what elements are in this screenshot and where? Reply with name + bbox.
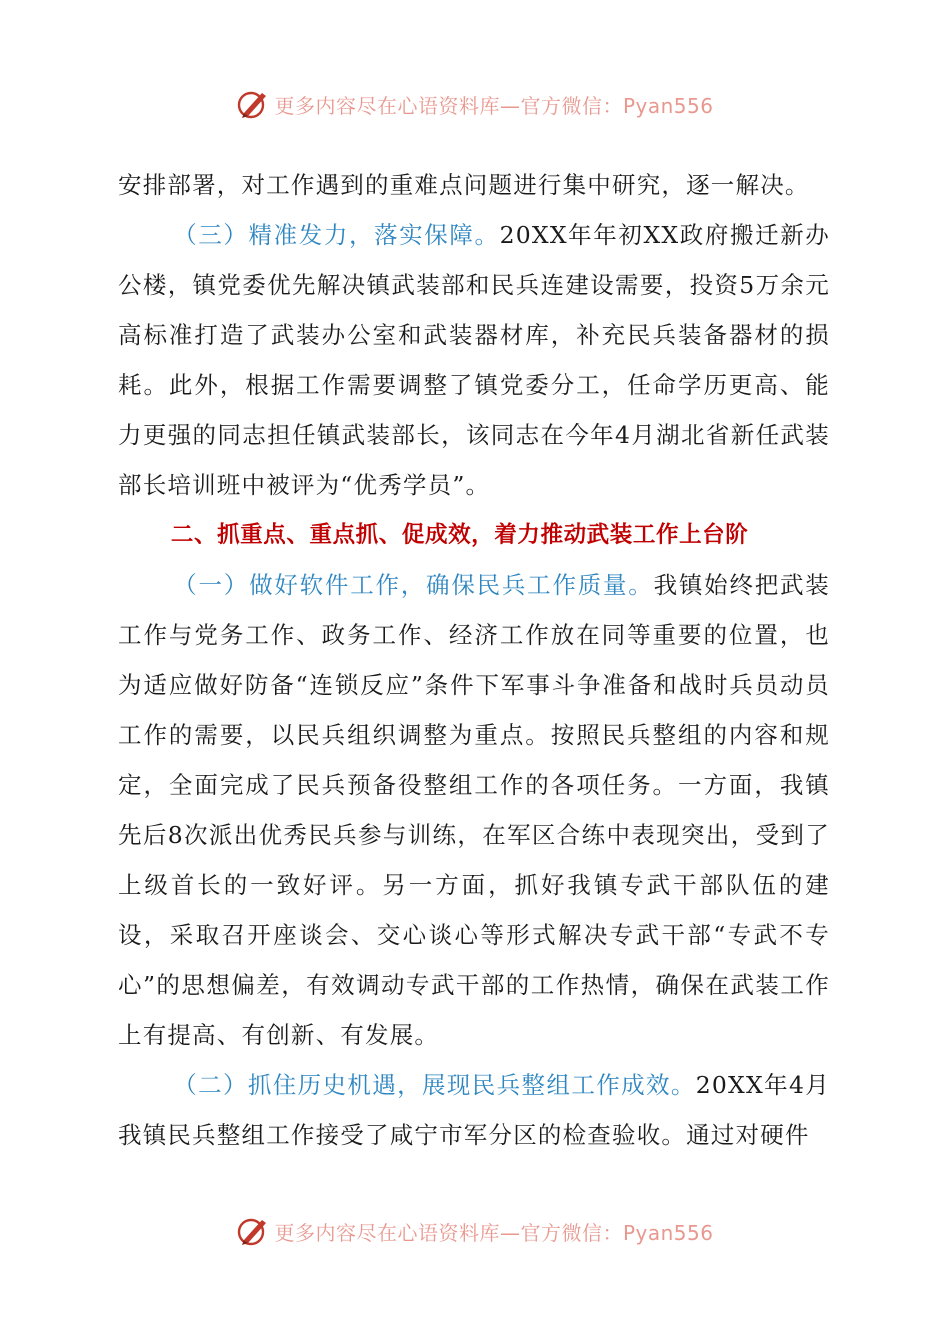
pen-logo-icon <box>236 1214 270 1248</box>
paragraph-3-body: 我镇始终把武装工作与党务工作、政务工作、经济工作放在同等重要的位置，也为适应做好防备“连锁反应”条件下军事斗争准备和战时兵员动员工作的需要，以民兵组织调整为重点。按照民兵整组的内容和规定，全面完成了民兵预备役整组工作的各项任务。一方面，我镇先后8次派出优秀民兵参与训练，在军区合练中表现突出，受到了上级首长的一致好评。另一方面，抓好我镇专武干部队伍的建设，采取召开座谈会、交心谈心等形式解决专武干部“专武不专心”的思想偏差，有效调动专武干部的工作热情，确保在武装工作上有提高、有创新、有发展。 <box>118 571 830 1049</box>
paragraph-1: 安排部署，对工作遇到的重难点问题进行集中研究，逐一解决。 <box>118 171 810 199</box>
section-heading-2: 二、抓重点、重点抓、促成效，着力推动武装工作上台阶 <box>170 522 749 548</box>
subheading-2: （二）抓住历史机遇，展现民兵整组工作成效。 <box>173 1071 696 1099</box>
watermark-banner-bottom <box>0 1211 950 1251</box>
subheading-3: （三）精准发力，落实保障。 <box>173 221 500 249</box>
watermark-banner-top <box>0 84 950 124</box>
paragraph-3 <box>118 560 830 1060</box>
paragraph-4 <box>118 1060 830 1160</box>
paragraph-4-body: 20XX年4月我镇民兵整组工作接受了咸宁市军分区的检查验收。通过对硬件 <box>118 1071 830 1149</box>
pen-logo-icon <box>236 87 270 121</box>
paragraph-2-body: 20XX年年初XX政府搬迁新办公楼，镇党委优先解决镇武装部和民兵连建设需要，投资5万余元高标准打造了武装办公室和武装器材库，补充民兵装备器材的损耗。此外，根据工作需要调整了镇党委分工，任命学历更高、能力更强的同志担任镇武装部长，该同志在今年4月湖北省新任武装部长培训班中被评为“优秀学员”。 <box>118 221 830 499</box>
document-body <box>118 160 830 1160</box>
subheading-1: （一）做好软件工作，确保民兵工作质量。 <box>173 571 654 599</box>
watermark-text-top: 更多内容尽在心语资料库—官方微信：Pyan556 <box>274 93 714 118</box>
paragraph-2 <box>118 210 830 510</box>
watermark-text-bottom: 更多内容尽在心语资料库—官方微信：Pyan556 <box>274 1220 714 1245</box>
